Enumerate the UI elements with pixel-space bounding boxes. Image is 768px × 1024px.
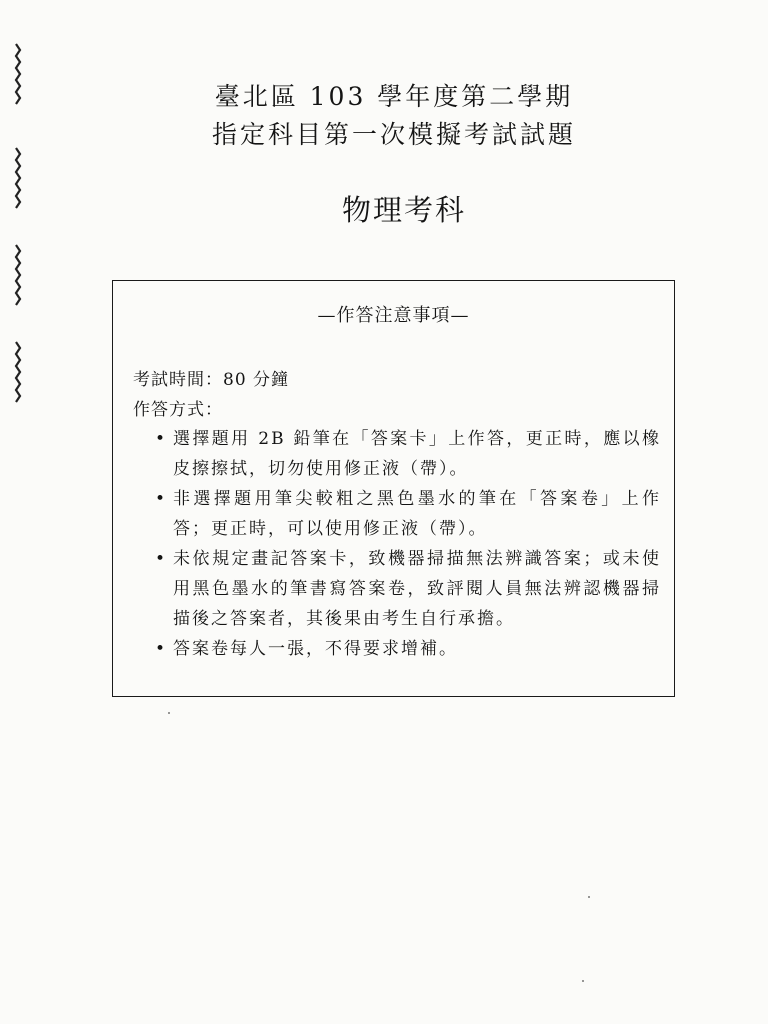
- instruction-text: 未依規定畫記答案卡，致機器掃描無法辨識答案；或未使用黑色墨水的筆書寫答案卷，致評閱人員無法辨認機器掃描後之答案者，其後果由考生自行承擔。: [173, 549, 661, 629]
- instruction-list: [155, 424, 661, 664]
- instruction-item: [155, 634, 661, 664]
- answer-method-label: 作答方式：: [133, 400, 223, 420]
- subject-title: 物理考科: [341, 193, 466, 227]
- bullet-icon: •: [155, 489, 168, 509]
- scan-speck: [582, 980, 584, 982]
- instruction-item: [155, 544, 661, 634]
- bullet-icon: •: [155, 429, 168, 449]
- exam-time: 考試時間：80 分鐘: [133, 370, 290, 390]
- instructions-title: —作答注意事項—: [317, 305, 470, 326]
- instruction-text: 選擇題用 2B 鉛筆在「答案卡」上作答，更正時，應以橡皮擦擦拭，切勿使用修正液（帶）。: [173, 429, 661, 479]
- bullet-icon: •: [155, 549, 168, 569]
- exam-header: [0, 78, 768, 154]
- exam-header-line-1: 臺北區 103 學年度第二學期: [214, 82, 574, 111]
- instruction-text: 答案卷每人一張，不得要求增補。: [173, 639, 458, 659]
- bullet-icon: •: [155, 639, 168, 659]
- instructions-box: [112, 280, 675, 697]
- instruction-item: [155, 484, 661, 544]
- scan-speck: [168, 712, 170, 714]
- scan-speck: [588, 896, 590, 898]
- exam-header-line-2: 指定科目第一次模擬考試試題: [211, 120, 576, 149]
- instruction-text: 非選擇題用筆尖較粗之黑色墨水的筆在「答案卷」上作答；更正時，可以使用修正液（帶）。: [173, 489, 661, 539]
- instruction-item: [155, 424, 661, 484]
